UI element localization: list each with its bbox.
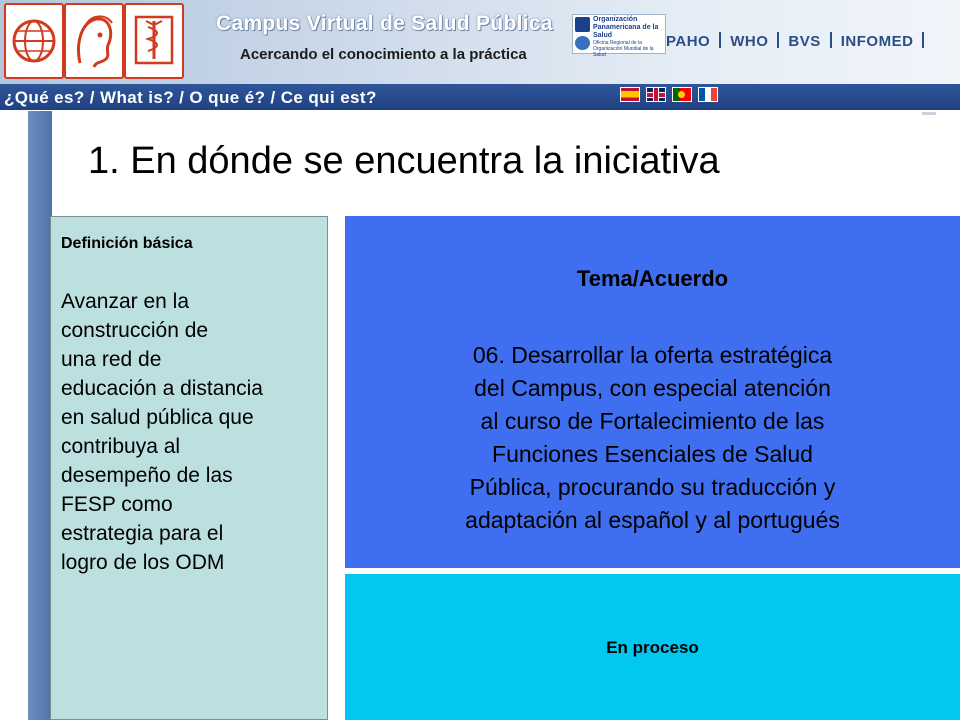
partner-links	[666, 32, 933, 50]
partner-link-who[interactable]: WHO	[730, 33, 769, 50]
oms-name: Oficina Regional de la Organización Mundial de la Salud	[593, 40, 654, 58]
france-flag-icon[interactable]	[698, 87, 718, 102]
site-subtitle: Acercando el conocimiento a la práctica	[240, 46, 527, 63]
portugal-flag-icon[interactable]	[672, 87, 692, 102]
decorative-mark	[922, 112, 936, 115]
left-accent-stripe	[28, 111, 52, 720]
separator	[830, 32, 832, 48]
tema-text: 06. Desarrollar la oferta estratégica del Campus, con especial atención al curso de Fortalecimiento de las Funciones Esenciales de Salud Pública, procurando su traducción y adaptación al español y al portugués	[465, 342, 840, 533]
definition-text: Avanzar en la construcción de una red de educación a distancia en salud pública que contribuya al desempeño de las FESP como estrategia para el logro de los ODM	[61, 290, 263, 574]
face-logo-icon[interactable]	[64, 3, 124, 79]
status-panel	[345, 574, 960, 720]
oms-emblem-icon	[575, 36, 590, 50]
partner-link-infomed[interactable]: INFOMED	[840, 33, 914, 50]
partner-link-bvs[interactable]: BVS	[788, 33, 821, 50]
what-is-link[interactable]: ¿Qué es? / What is? / O que é? / Ce qui est?	[4, 88, 377, 107]
ops-logo[interactable]	[572, 14, 666, 58]
language-flags	[620, 87, 718, 105]
caduceus-logo-icon[interactable]	[124, 3, 184, 79]
separator	[719, 32, 721, 48]
left-margin	[0, 111, 28, 720]
definition-panel	[50, 216, 328, 720]
status-text: En proceso	[606, 638, 699, 657]
separator	[922, 32, 924, 48]
globe-logo-icon[interactable]	[4, 3, 64, 79]
definition-label: Definición básica	[61, 235, 193, 252]
ops-emblem-icon	[575, 17, 590, 32]
spain-flag-icon[interactable]	[620, 87, 640, 102]
partner-link-paho[interactable]: PAHO	[666, 33, 711, 50]
separator	[777, 32, 779, 48]
tema-panel	[345, 216, 960, 568]
header-banner	[0, 0, 960, 85]
uk-flag-icon[interactable]	[646, 87, 666, 102]
slide-title: 1. En dónde se encuentra la iniciativa	[88, 140, 720, 182]
language-bar	[0, 84, 960, 110]
tema-label: Tema/Acuerdo	[576, 266, 729, 291]
ops-name: Organización Panamericana de la Salud	[593, 16, 659, 39]
site-title: Campus Virtual de Salud Pública	[216, 12, 553, 35]
